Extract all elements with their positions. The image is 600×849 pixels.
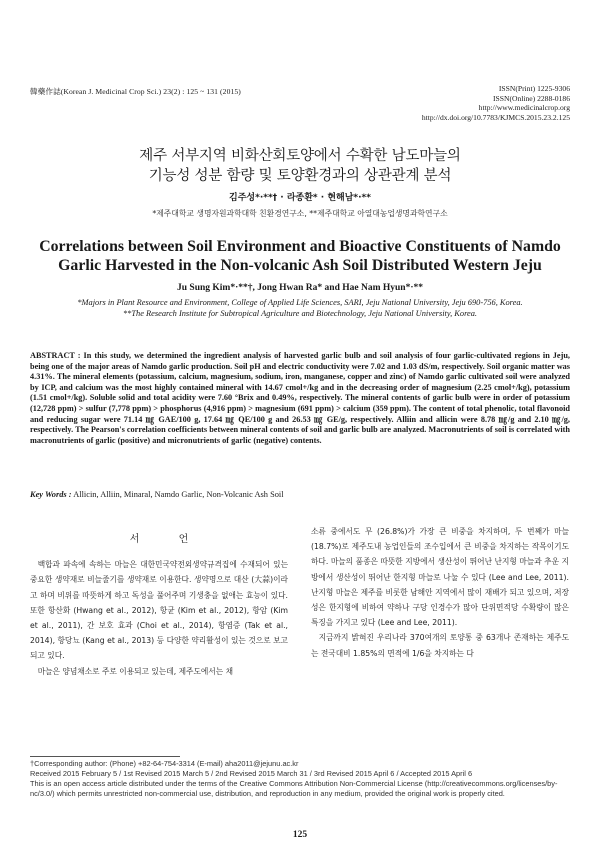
journal-website-link[interactable]: http://www.medicinalcrop.org <box>478 103 570 113</box>
korean-title <box>0 146 600 186</box>
affiliation-1: *Majors in Plant Resource and Environment, College of Applied Life Sciences, SARI, Jeju National University, Jeju 690-756, Korea. <box>77 298 523 307</box>
intro-paragraph-1: 백합과 파속에 속하는 마늘은 대한민국약전외생약규격집에 수재되어 있는 중요한 생약재로 비늘줄기를 생약재로 이용한다. 생약명으로 대산 (大蒜)이라고 하며 비위를 따뜻하게 하고 독성을 풀어주며 기생충을 없애는 효능이 있다. 또한 항산화 (Hwang et al., 2012), 항균 (Kim et al., 2012), 항암 (Kim et al., 2011), 간 보호 효과 (Choi et al., 2014), 항염증 (Tak et al., 2014), 항당뇨 (Kang et al., 2013) 등 다양한 약리활성이 있는 것으로 보고되고 있다. <box>30 560 288 661</box>
korean-affiliations: *제주대학교 생명자원과학대학 친환경연구소, **제주대학교 아열대농업생명과학연구소 <box>152 209 448 218</box>
footnotes <box>30 759 570 799</box>
english-authors: Ju Sung Kim*·**†, Jong Hwan Ra* and Hae Nam Hyun*·** <box>177 283 423 293</box>
issn-online: ISSN(Online) 2288-0186 <box>493 93 570 103</box>
footnote-divider <box>30 756 180 757</box>
revision-history: Received 2015 February 5 / 1st Revised 2015 March 5 / 2nd Revised 2015 March 31 / 3rd Revised 2015 April 6 / Accepted 2015 April 6 <box>30 769 473 778</box>
english-affiliations <box>50 297 550 319</box>
keywords-label: Key Words : <box>30 490 72 499</box>
intro-paragraph-3: 지금까지 밝혀진 우리나라 370여개의 토양통 중 63개나 존재하는 제주도는 전국대비 1.85%의 면적에 1/6을 차지하는 다 <box>311 633 569 658</box>
intro-left-column <box>30 532 288 679</box>
korean-title-line-1: 제주 서부지역 비화산회토양에서 수확한 남도마늘의 <box>139 148 461 164</box>
journal-identifiers <box>310 84 570 122</box>
intro-paragraph-2: 마늘은 양념채소로 주로 이용되고 있는데, 제주도에서는 채 <box>37 666 234 676</box>
journal-citation: 韓藥作誌(Korean J. Medicinal Crop Sci.) 23(2) : 125 ~ 131 (2015) <box>30 87 241 96</box>
english-title-line-1: Correlations between Soil Environment and Bioactive Constituents of Namdo <box>39 238 561 255</box>
affiliation-2: **The Research Institute for Subtropical Agriculture and Biotechnology, Jeju National University, Korea. <box>122 309 478 319</box>
korean-authors: 김주성*·**† · 라종환* · 현해남*·** <box>229 193 371 203</box>
english-title <box>30 238 570 275</box>
abstract: ABSTRACT : In this study, we determined the ingredient analysis of harvested garlic bulb and soil analysis of four garlic-cultivated regions in Jeju, being one of the major areas of Namdo garlic production. Soil pH and electric conductivity were 7.02 and 1.03 dS/m, respectively. Soil organic matter was 4.31%. The mineral elements (potassium, calcium, magnesium, sodium, iron, manganese, copper and zinc) of Namdo garlic cultivated soil were analyzed by ICP, and calcium was the most highly contained mineral with 14.67 cmol+/kg and in the decreasing order of magnesium (2.25 cmol+/kg), potassium (1.51 cmol+/kg). Soluble solid and total acidity were 7.60 °Brix and 0.49%, respectively. The mineral contents of garlic bulb were in order of potassium (12,728 ppm) > sulfur (7,778 ppm) > phosphorus (4,916 ppm) > magnesium (691 ppm) > calcium (359 ppm). The content of total phenolic, total flavonoid and reducing sugar were 71.14 ㎎ GAE/100 g, 17.64 ㎎ QE/100 g and 26.53 ㎎ GE/g, respectively. Alliin and allicin were 8.78 ㎎/g and 2.10 ㎎/g, respectively. The Pearson's correlation coefficients between mineral contents of soil and garlic bulb are analyzed. Macronutrients of soil is correlated with macronutrients of garlic (positive) and micronutrients of garlic (negative) contents. <box>30 351 570 445</box>
intro-right-column <box>311 524 569 661</box>
keywords-text: Allicin, Alliin, Minaral, Namdo Garlic, Non-Volcanic Ash Soil <box>73 490 284 499</box>
intro-paragraph-2-continued: 소류 중에서도 무 (26.8%)가 가장 큰 비중을 차지하며, 두 번째가 마늘 (18.7%)로 제주도내 농업인들의 조수입에서 큰 비중을 차지하는 작목이기도 하다. 마늘의 품종은 따뜻한 지방에서 생산성이 뛰어난 난지형 마늘과 추운 지방에서 생산성이 뛰어난 한지형 마늘로 나눌 수 있다 (Lee and Lee, 2011). 난지형 마늘은 제주를 비롯한 남해안 지역에서 많이 재배가 되고 있으며, 저장성은 한지형에 비하여 약하나 구당 인경수가 많아 단위면적당 수확량이 많은 특징을 가지고 있다 (Lee and Lee, 2011). <box>311 527 569 628</box>
license-notice: This is an open access article distributed under the terms of the Creative Commons Attribution Non-Commercial License (http://creativecommons.org/licenses/by-nc/3.0/) which permits unrestricted non-commercial use, distribution, and reproduction in any medium, provided the original work is properly cited. <box>30 779 558 798</box>
korean-title-line-2: 기능성 성분 함량 및 토양환경과의 상관관계 분석 <box>148 168 452 184</box>
page-number: 125 <box>292 830 308 840</box>
doi-link[interactable]: http://dx.doi.org/10.7783/KJMCS.2015.23.2.125 <box>421 112 570 122</box>
issn-print: ISSN(Print) 1225-9306 <box>498 84 570 93</box>
keywords <box>30 490 284 499</box>
english-title-line-2: Garlic Harvested in the Non-volcanic Ash Soil Distributed Western Jeju <box>58 256 542 274</box>
intro-heading: 서 언 <box>129 534 207 545</box>
corresponding-author: †Corresponding author: (Phone) +82-64-754-3314 (E-mail) aha2011@jejunu.ac.kr <box>30 759 299 768</box>
